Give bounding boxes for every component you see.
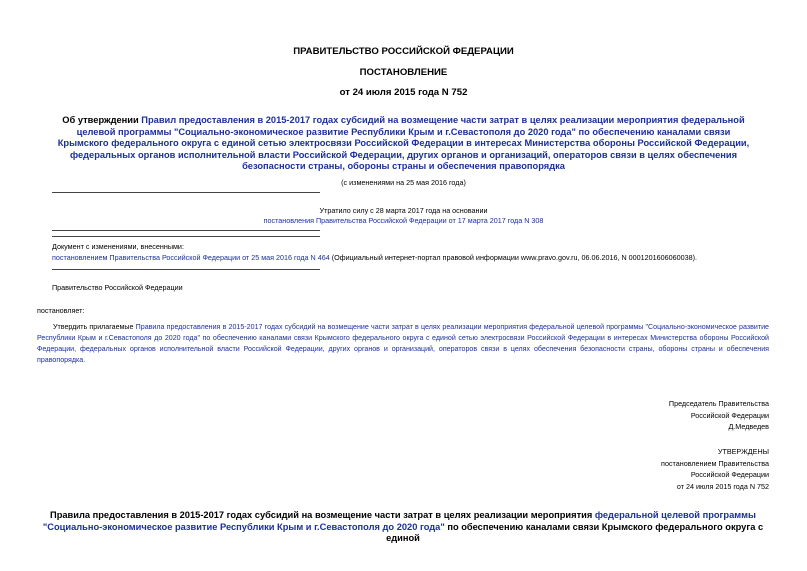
rules-heading-part1: Правила предоставления в 2015-2017 годах субсидий на возмещение части затрат в целях реализации мероприятия (50, 510, 595, 520)
rules-heading-part2: по обеспечению каналами связи Крымского федерального округа с единой (386, 521, 764, 543)
document-title (52, 115, 755, 173)
resolution-paragraph (37, 322, 769, 366)
divider (52, 269, 320, 270)
signature-country: Российской Федерации (690, 410, 769, 420)
document-date-number: от 24 июля 2015 года N 752 (339, 87, 468, 98)
rules-program-link[interactable]: федеральной целевой программы "Социально-экономическое развитие Республики Крым и г.Севастополя до 2020 года" (42, 510, 756, 532)
changes-suffix: (Официальный интернет-портал правовой информации www.pravo.gov.ru, 06.06.2016, N 0001201606060038). (329, 253, 697, 262)
approved-country: Российской Федерации (690, 470, 769, 479)
resolves-text: постановляет: (37, 306, 85, 315)
divider (52, 230, 320, 231)
changes-label: Документ с изменениями, внесенными: (52, 242, 184, 251)
approved-block (661, 446, 769, 492)
document-type: ПОСТАНОВЛЕНИЕ (359, 67, 448, 78)
government-heading: ПРАВИТЕЛЬСТВО РОССИЙСКОЙ ФЕДЕРАЦИИ (293, 46, 514, 57)
changes-line (52, 253, 772, 262)
approve-prefix: Утвердить прилагаемые (53, 323, 136, 331)
expired-note: Утратило силу с 28 марта 2017 года на основании (319, 206, 488, 215)
divider (52, 192, 320, 193)
title-prefix: Об утверждении (62, 115, 142, 125)
approved-date: от 24 июля 2015 года N 752 (676, 481, 769, 491)
expired-link[interactable]: постановления Правительства Российской Федерации от 17 марта 2017 года N 308 (263, 216, 544, 225)
rules-heading (37, 510, 769, 545)
changes-link[interactable]: постановлением Правительства Российской Федерации от 25 мая 2016 года N 464 (52, 253, 330, 262)
signature-position: Председатель Правительства (668, 399, 769, 408)
amended-note: (с изменениями на 25 мая 2016 года) (341, 178, 466, 187)
approved-by: постановлением Правительства (661, 458, 769, 468)
title-rules-link[interactable]: Правил предоставления в 2015-2017 годах субсидий на возмещение части затрат в целях реализации мероприятия федеральной целевой программы "Социально-экономическое развитие Республики Крым и г.Севастополя до 2020 года" по обеспечению каналами связи Крымского федерального округа с единой сетью электросвязи Российской Федерации в интересах Министерства обороны Российской Федерации, федеральных органов исполнительной власти Российской Федерации, других органов и организаций, операторов связи в целях обеспечения безопасности страны, обороны страны и обеспечения правопорядка (57, 115, 750, 171)
divider (52, 236, 320, 237)
government-subject: Правительство Российской Федерации (52, 283, 183, 292)
approved-title: УТВЕРЖДЕНЫ (717, 447, 769, 456)
signature-name: Д.Медведев (728, 422, 769, 431)
signature-block (669, 398, 769, 433)
approve-rules-link[interactable]: Правила предоставления в 2015-2017 годах субсидий на возмещение части затрат в целях реализации мероприятия федеральной целевой программы "Социально-экономическое развитие Республики Крым и г.Севастополя до 2020 года" по обеспечению каналами связи Крымского федерального округа с единой сетью электросвязи Российской Федерации в интересах Министерства обороны Российской Федерации, федеральных органов исполнительной власти Российской Федерации, других органов и организаций, операторов связи в целях обеспечения безопасности страны, обороны страны и обеспечения правопорядка. (37, 323, 769, 364)
